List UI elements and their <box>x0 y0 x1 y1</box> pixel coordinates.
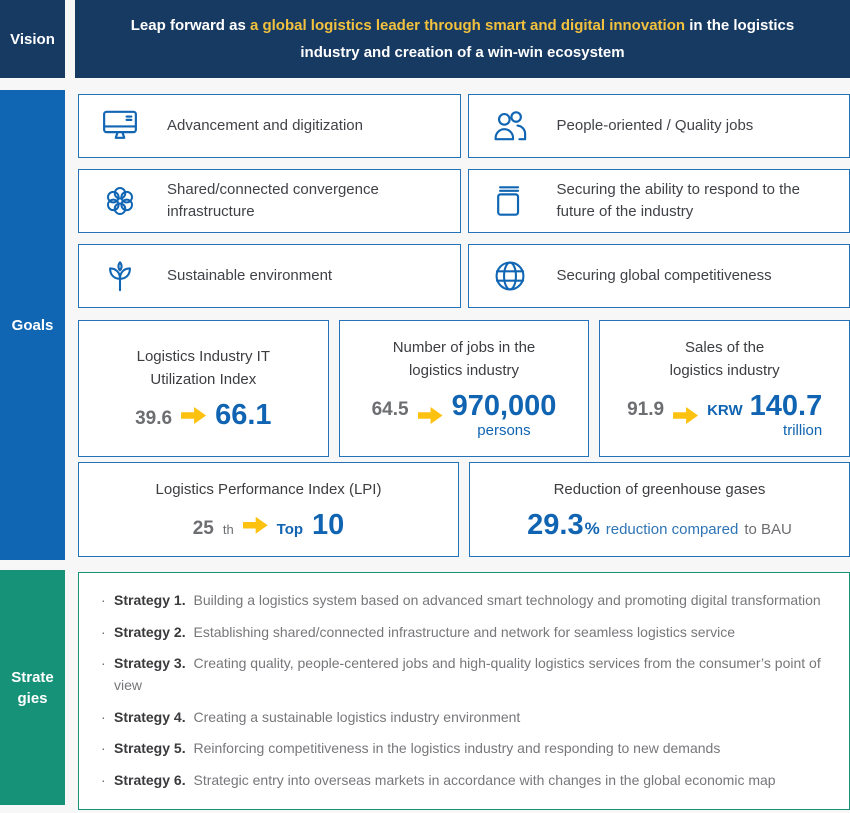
bullet-dot-icon: · <box>101 740 106 757</box>
kpi-new-value: 66.1 <box>215 399 272 432</box>
arrow-right-icon <box>673 407 698 424</box>
goals-content <box>78 90 850 557</box>
arrow-right-icon <box>418 407 443 424</box>
kpi-new-value: 140.7 <box>749 390 823 423</box>
kpi-lpi <box>78 462 459 557</box>
bullet-dot-icon: · <box>101 592 106 608</box>
bullet-dot-icon: · <box>101 708 106 725</box>
strategy-item-4 <box>101 707 829 729</box>
kpi-it-utilization <box>78 320 329 457</box>
people-icon <box>491 109 529 143</box>
kpi-title-line1: Number of jobs in the <box>392 339 536 357</box>
kpi-unit: trillion <box>783 421 823 439</box>
goal-card-convergence-infrastructure <box>78 169 461 233</box>
kpi-title <box>137 346 270 391</box>
strategy-title: Strategy 5. <box>114 740 186 757</box>
kpi-old-value: 91.9 <box>627 399 665 421</box>
goal-label: Advancement and digitization <box>167 117 363 135</box>
strategy-title: Strategy 4. <box>114 708 186 725</box>
goal-card-sustainable-environment <box>78 244 461 308</box>
kpi-values <box>627 391 822 439</box>
kpi-sales <box>599 320 850 457</box>
strategies-label-line1: Strate <box>11 668 54 686</box>
kpi-values <box>193 510 345 540</box>
vision-banner <box>75 0 850 78</box>
kpi-old-value: 64.5 <box>371 399 409 421</box>
kpi-desc-blue: reduction compared <box>605 521 739 539</box>
strategy-title: Strategy 6. <box>114 772 186 789</box>
strategy-item-3 <box>101 653 829 696</box>
goal-label: People-oriented / Quality jobs <box>556 117 754 135</box>
kpi-unit: persons <box>477 421 531 439</box>
kpi-new-value: 970,000 <box>451 390 557 423</box>
goals-section-label <box>0 90 65 560</box>
strategy-item-5 <box>101 738 829 760</box>
goal-card-quality-jobs <box>468 94 850 158</box>
strategy-item-6 <box>101 770 829 792</box>
strategy-title: Strategy 3. <box>114 655 186 672</box>
goal-label: Shared/connected convergence infrastructure <box>167 181 379 220</box>
strategy-title: Strategy 1. <box>114 592 186 608</box>
strategy-title: Strategy 2. <box>114 623 186 640</box>
strategy-item-2 <box>101 622 829 644</box>
globe-icon <box>491 259 529 293</box>
kpi-rank-prefix: Top <box>276 521 304 539</box>
kpi-desc-gray: to BAU <box>744 521 792 539</box>
kpi-new-value-group <box>452 391 557 439</box>
kpi-title-line2: Utilization Index <box>150 370 257 388</box>
strategy-text: Building a logistics system based on advanced smart technology and promoting digital transformation <box>193 592 821 608</box>
bullet-dot-icon: · <box>101 772 106 789</box>
strategies-label-line2: gies <box>17 689 48 707</box>
kpi-currency-prefix: KRW <box>707 402 743 420</box>
kpi-new-value: 29.3 <box>527 509 584 542</box>
kpi-title: Logistics Performance Index (LPI) <box>155 480 382 498</box>
kpi-title-line2: logistics industry <box>408 361 520 379</box>
strategy-item-1 <box>101 590 829 612</box>
kpi-grid-top <box>78 320 850 457</box>
kpi-values <box>527 510 792 540</box>
kpi-title: Reduction of greenhouse gases <box>553 480 766 498</box>
bullet-dot-icon: · <box>101 655 106 672</box>
kpi-greenhouse <box>469 462 850 557</box>
strategy-text: Reinforcing competitiveness in the logistics industry and responding to new demands <box>193 740 721 757</box>
kpi-title <box>393 337 536 382</box>
strategy-text: Creating quality, people-centered jobs and high-quality logistics services from the consumer’s point of view <box>114 655 821 694</box>
kpi-old-value: 39.6 <box>135 408 173 430</box>
kpi-title <box>670 337 780 382</box>
goal-card-global-competitiveness <box>468 244 850 308</box>
kpi-jobs <box>339 320 590 457</box>
kpi-grid-bottom <box>78 462 850 557</box>
monitor-icon <box>101 109 139 143</box>
kpi-values <box>135 400 271 430</box>
strategy-text: Establishing shared/connected infrastructure and network for seamless logistics service <box>193 623 736 640</box>
kpi-title-line2: logistics industry <box>669 361 780 379</box>
vision-statement <box>103 12 822 66</box>
vision-text-after: in the logistics industry and creation of a win-win ecosystem <box>300 17 795 61</box>
kpi-old-value: 25 <box>192 518 214 540</box>
goal-label: Securing the ability to respond to the future of the industry <box>556 181 800 220</box>
network-icon <box>101 184 139 218</box>
goal-label: Securing global competitiveness <box>556 267 772 285</box>
kpi-values <box>372 391 557 439</box>
goal-cards-grid <box>78 94 850 308</box>
goal-label: Sustainable environment <box>167 267 333 285</box>
vision-section-label <box>0 0 65 78</box>
strategies-section-label <box>0 570 65 805</box>
bullet-dot-icon: · <box>101 623 106 640</box>
goals-label-text: Goals <box>11 316 54 334</box>
vision-label-text: Vision <box>10 30 55 48</box>
kpi-title-line1: Sales of the <box>685 339 765 357</box>
goal-card-future-response <box>468 169 850 233</box>
strategy-text: Strategic entry into overseas markets in accordance with changes in the global economic map <box>193 772 776 789</box>
ledger-icon <box>491 184 529 218</box>
vision-text-highlight: a global logistics leader through smart and digital innovation <box>249 17 686 34</box>
kpi-percent-sign: % <box>584 519 600 539</box>
goal-card-advancement <box>78 94 461 158</box>
arrow-right-icon <box>181 407 206 424</box>
kpi-new-value: 10 <box>312 509 345 542</box>
kpi-number-line <box>707 391 822 421</box>
kpi-title-line1: Logistics Industry IT <box>136 348 271 366</box>
kpi-old-suffix: th <box>222 522 234 538</box>
arrow-right-icon <box>243 517 268 534</box>
plant-icon <box>101 259 139 293</box>
kpi-new-value-group <box>707 391 822 439</box>
strategy-text: Creating a sustainable logistics industry environment <box>193 708 521 725</box>
strategies-box <box>78 572 850 810</box>
vision-text-before: Leap forward as <box>130 17 250 34</box>
